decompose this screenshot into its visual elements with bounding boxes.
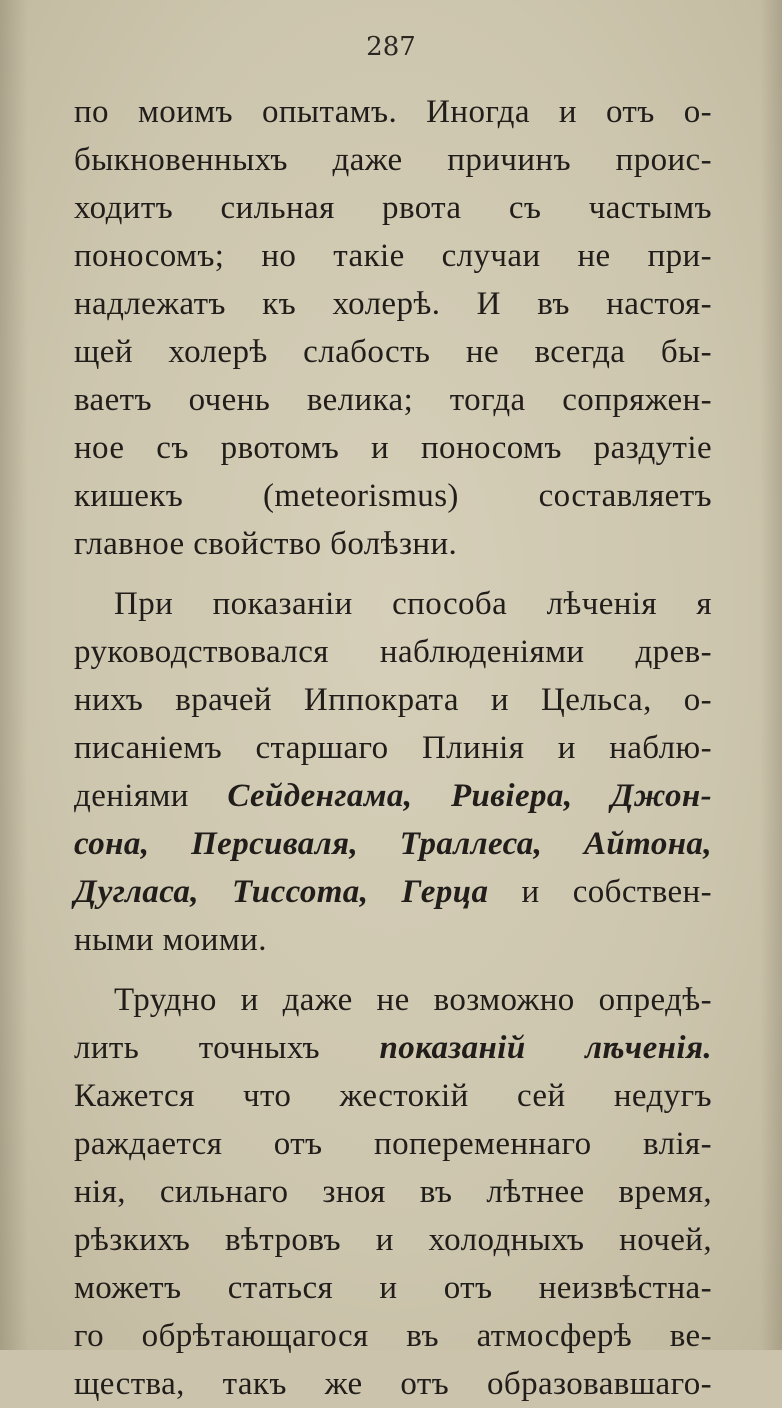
italic-names: Сейденгама, Ривіера, Джон- (227, 778, 712, 814)
italic-phrase: показаній лѣченія. (379, 1030, 712, 1066)
text-line: го обрѣтающагося въ атмосферѣ ве- (74, 1318, 712, 1354)
text-line: писаніемъ старшаго Плинія и наблю- (74, 730, 712, 766)
text-line: по моимъ опытамъ. Иногда и отъ о- (74, 94, 712, 130)
text-line: быкновенныхъ даже причинъ проис- (74, 142, 712, 178)
paragraph-3 (74, 976, 712, 1408)
text-line (74, 1024, 712, 1072)
text-line: ное съ рвотомъ и поносомъ раздутіе (74, 430, 712, 466)
text-line: руководствовался наблюденіями древ- (74, 634, 712, 670)
text-line: нія, сильнаго зноя въ лѣтнее время, (74, 1174, 712, 1210)
text-line: кишекъ (meteorismus) составляетъ (74, 478, 712, 514)
text-line: щей холерѣ слабость не всегда бы- (74, 334, 712, 370)
text-line: нихъ врачей Иппократа и Цельса, о- (74, 682, 712, 718)
text-line: щества, такъ же отъ образовавшаго- (74, 1366, 712, 1402)
text-line: Кажется что жестокій сей недугъ (74, 1078, 712, 1114)
italic-names: сона, Персиваля, Траллеса, Айтона, (74, 826, 712, 862)
text-line: При показаніи способа лѣченія я (114, 586, 712, 622)
text-line: поносомъ; но такіе случаи не при- (74, 238, 712, 274)
text-line: можетъ статься и отъ неизвѣстна- (74, 1270, 712, 1306)
text-line: главное свойство болѣзни. (74, 526, 458, 562)
text-line: раждается отъ попеременнаго влія- (74, 1126, 712, 1162)
text-line: ваетъ очень велика; тогда сопряжен- (74, 382, 712, 418)
page-edge-shadow-right (760, 0, 782, 1350)
text-line: Трудно и даже не возможно опредѣ- (114, 982, 712, 1018)
page-text (74, 88, 712, 1408)
paragraph-2 (74, 580, 712, 964)
text-span: и собствен- (521, 874, 712, 910)
text-line (74, 772, 712, 820)
paragraph-1 (74, 88, 712, 568)
text-line: надлежатъ къ холерѣ. И въ настоя- (74, 286, 712, 322)
text-line: ными моими. (74, 922, 267, 958)
italic-names: Дугласа, Тиссота, Герца (74, 874, 489, 910)
text-line: рѣзкихъ вѣтровъ и холодныхъ ночей, (74, 1222, 712, 1258)
text-line (74, 820, 712, 868)
text-line (74, 868, 712, 916)
text-span: деніями (74, 778, 189, 814)
page-edge-shadow-left (0, 0, 28, 1350)
page-number: 287 (366, 32, 416, 62)
text-line: ходитъ сильная рвота съ частымъ (74, 190, 712, 226)
text-span: лить точныхъ (74, 1030, 320, 1066)
